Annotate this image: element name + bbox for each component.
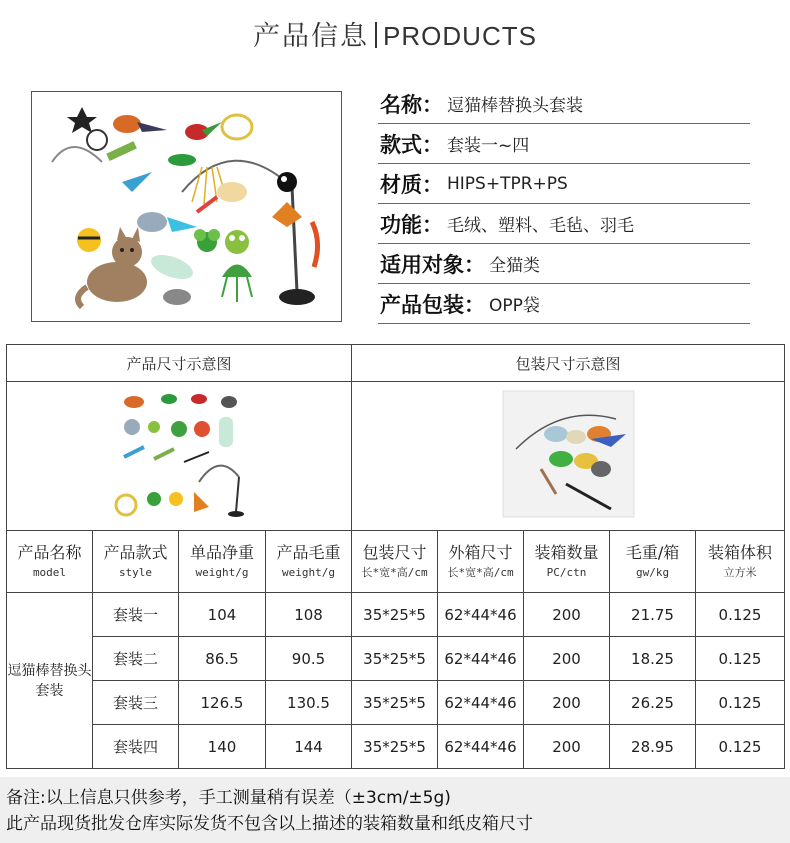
info-value: HIPS+TPR+PS (447, 173, 568, 194)
info-value: 套装一~四 (447, 136, 530, 156)
product-layout-image (114, 387, 244, 522)
cell-pack-size: 35*25*5 (352, 681, 438, 725)
info-label: 功能： (380, 212, 443, 237)
info-row-target (378, 244, 750, 284)
cell-carton-size: 62*44*46 (438, 637, 524, 681)
product-name-cell: 逗猫棒替换头套装 (7, 593, 93, 769)
info-row-style (378, 124, 750, 164)
cell-carton-size: 62*44*46 (438, 725, 524, 769)
info-label: 名称： (380, 92, 443, 117)
cell-style: 套装一 (93, 593, 179, 637)
cell-volume: 0.125 (696, 593, 785, 637)
info-label: 款式： (380, 132, 443, 157)
title-zh: 产品信息 (253, 21, 370, 52)
cell-net-weight: 86.5 (179, 637, 266, 681)
cell-quantity: 200 (524, 681, 610, 725)
column-header: 装箱数量 PC/ctn (524, 531, 610, 593)
title-en: PRODUCTS (383, 21, 537, 51)
cell-net-weight: 104 (179, 593, 266, 637)
package-bag-image (501, 389, 636, 519)
info-row-name (378, 84, 750, 124)
column-header: 单品净重 weight/g (179, 531, 266, 593)
info-row-material (378, 164, 750, 204)
column-header: 包装尺寸 长*宽*高/cm (352, 531, 438, 593)
cell-pack-size: 35*25*5 (352, 725, 438, 769)
cell-volume: 0.125 (696, 637, 785, 681)
info-row-function (378, 204, 750, 244)
info-value: 毛绒、塑料、毛毡、羽毛 (447, 216, 634, 236)
column-header: 产品名称 model (7, 531, 93, 593)
product-hero-image (31, 91, 342, 322)
cell-net-weight: 140 (179, 725, 266, 769)
cell-carton-weight: 28.95 (610, 725, 696, 769)
cell-style: 套装二 (93, 637, 179, 681)
table-row (7, 681, 785, 725)
cell-quantity: 200 (524, 593, 610, 637)
info-row-packaging (378, 284, 750, 324)
table-row (7, 593, 785, 637)
cell-style: 套装四 (93, 725, 179, 769)
cat-toys-illustration (32, 92, 342, 322)
package-size-diagram-title: 包装尺寸示意图 (352, 345, 785, 382)
cell-quantity: 200 (524, 637, 610, 681)
cell-carton-weight: 26.25 (610, 681, 696, 725)
cell-carton-size: 62*44*46 (438, 593, 524, 637)
product-info-list (378, 84, 750, 324)
info-value: 逗猫棒替换头套装 (447, 96, 583, 116)
table-header-row (7, 531, 785, 593)
column-header: 产品毛重 weight/g (266, 531, 352, 593)
info-value: 全猫类 (489, 256, 540, 276)
info-value: OPP袋 (489, 296, 540, 316)
cell-net-weight: 126.5 (179, 681, 266, 725)
cell-quantity: 200 (524, 725, 610, 769)
product-size-diagram-title: 产品尺寸示意图 (7, 345, 352, 382)
column-header: 毛重/箱 gw/kg (610, 531, 696, 593)
cell-gross-weight: 144 (266, 725, 352, 769)
info-label: 产品包装： (380, 292, 485, 317)
cell-carton-weight: 21.75 (610, 593, 696, 637)
cell-carton-size: 62*44*46 (438, 681, 524, 725)
cell-pack-size: 35*25*5 (352, 637, 438, 681)
cell-gross-weight: 90.5 (266, 637, 352, 681)
cell-pack-size: 35*25*5 (352, 593, 438, 637)
note-line: 备注:以上信息只供参考，手工测量稍有误差（±3cm/±5g) (6, 788, 451, 808)
column-header: 外箱尺寸 长*宽*高/cm (438, 531, 524, 593)
info-label: 适用对象： (380, 252, 485, 277)
table-row (7, 725, 785, 769)
notes-section (0, 777, 790, 843)
cell-gross-weight: 108 (266, 593, 352, 637)
cell-gross-weight: 130.5 (266, 681, 352, 725)
spec-table (6, 344, 785, 769)
cell-carton-weight: 18.25 (610, 637, 696, 681)
cell-volume: 0.125 (696, 725, 785, 769)
table-row (7, 637, 785, 681)
cell-style: 套装三 (93, 681, 179, 725)
note-line: 此产品现货批发仓库实际发货不包含以上描述的装箱数量和纸皮箱尺寸 (6, 814, 533, 834)
info-label: 材质： (380, 172, 443, 197)
product-size-diagram (7, 382, 352, 531)
page-title (0, 14, 790, 53)
column-header: 装箱体积 立方米 (696, 531, 785, 593)
package-size-diagram (352, 382, 785, 531)
column-header: 产品款式 style (93, 531, 179, 593)
title-divider (375, 22, 377, 48)
cell-volume: 0.125 (696, 681, 785, 725)
